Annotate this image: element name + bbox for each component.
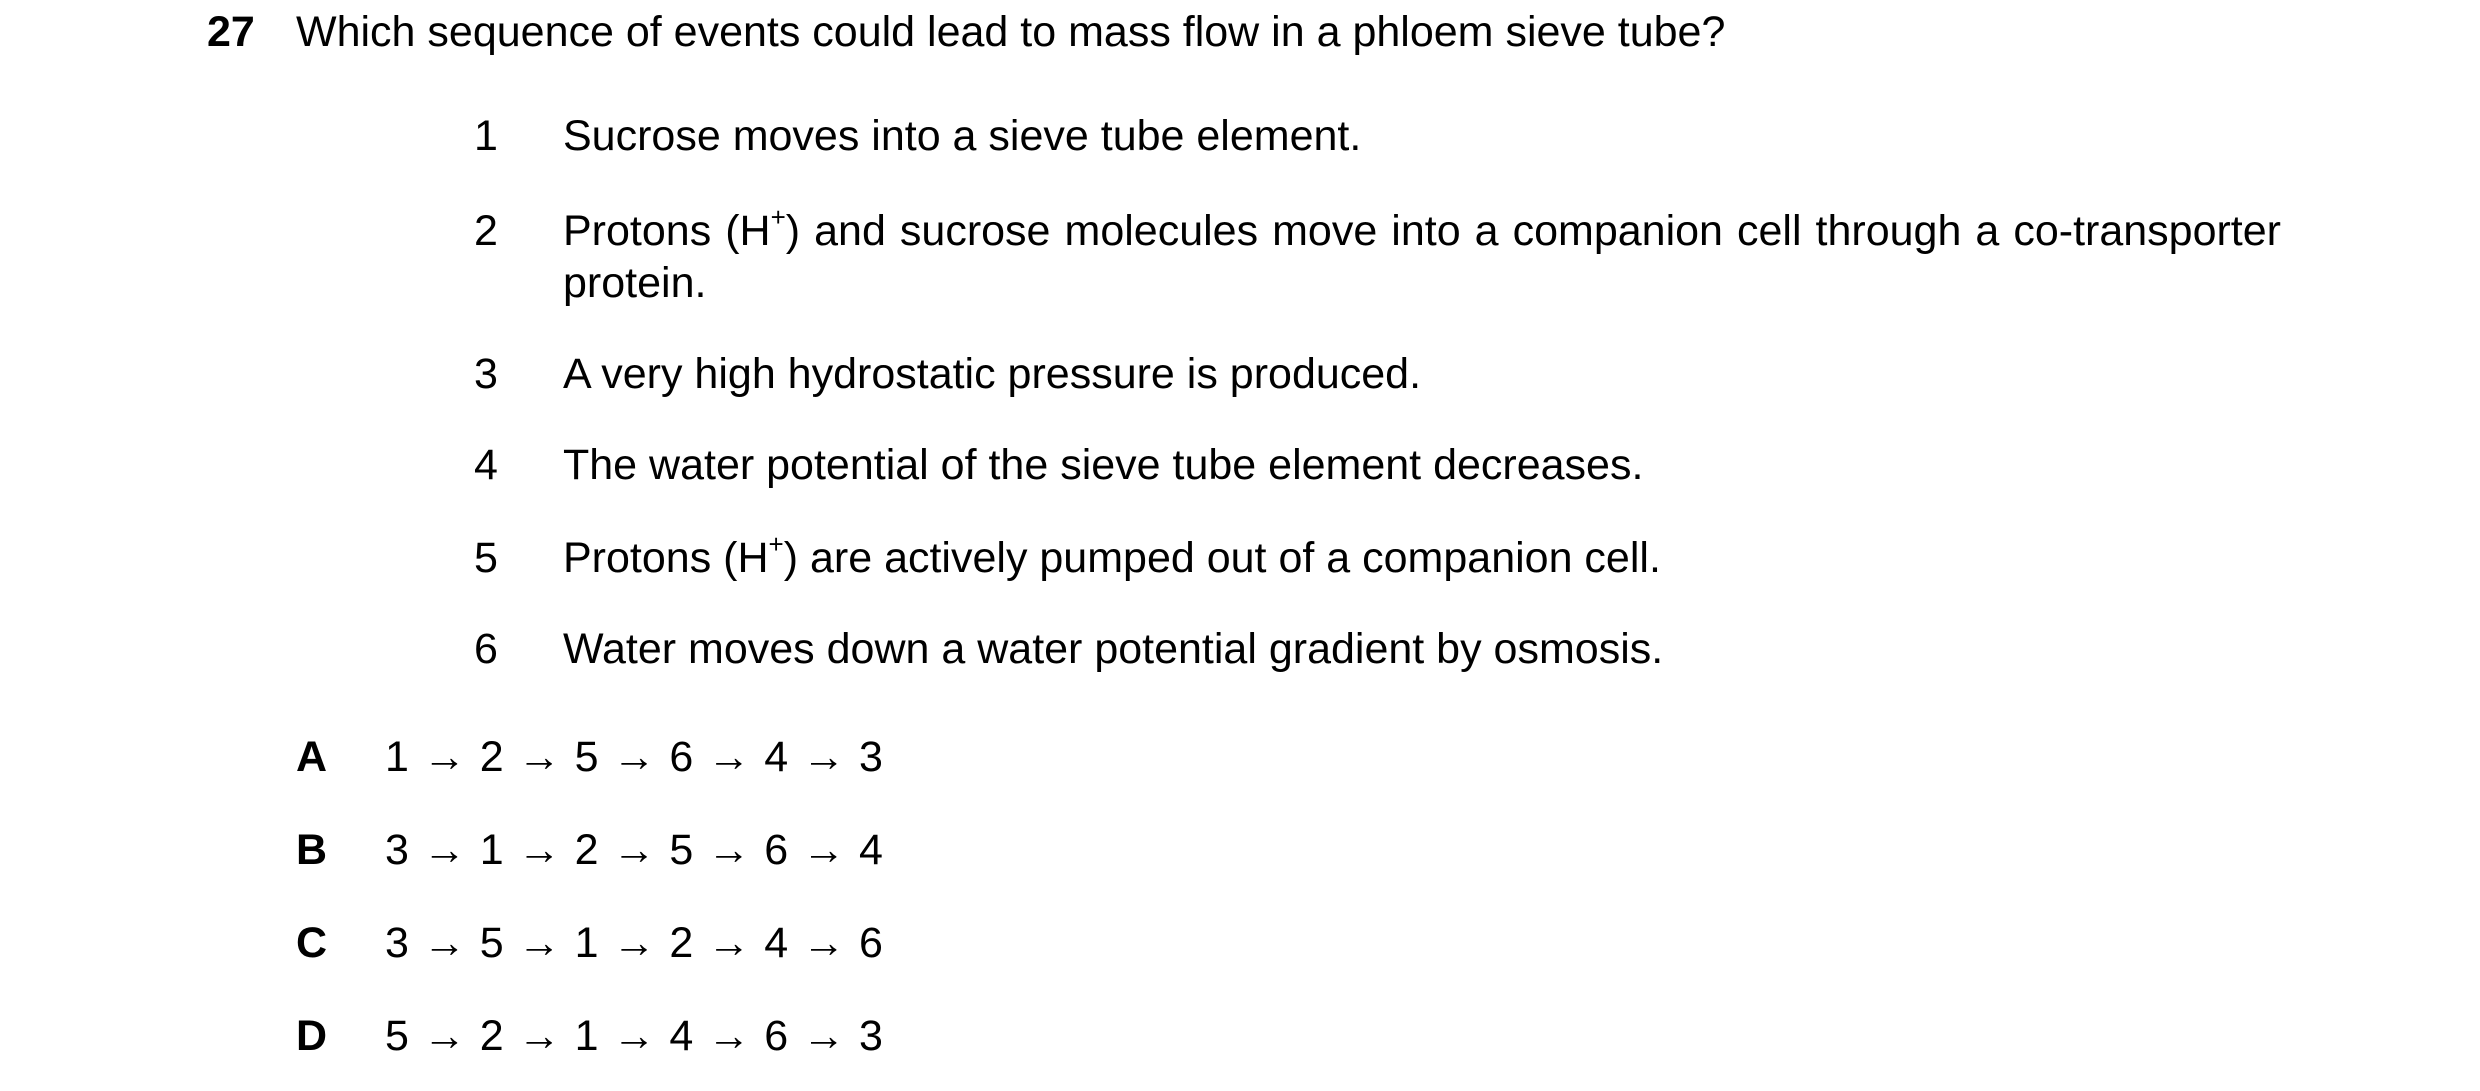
statement-text-4: The water potential of the sieve tube element decreases. [563,441,1644,489]
statement-number-5: 5 [474,534,498,582]
statement-2-post: ) and sucrose molecules move into a companion cell through a co-transporter protein. [563,207,2281,307]
statement-text-5 [563,528,1661,584]
question-stem: Which sequence of events could lead to mass flow in a phloem sieve tube? [296,8,1726,56]
option-letter-a[interactable]: A [296,733,328,781]
statement-number-2: 2 [474,207,498,255]
statement-number-1: 1 [474,112,498,160]
statement-number-4: 4 [474,441,498,489]
question-number: 27 [207,8,255,56]
option-sequence-d[interactable]: 5 → 2 → 1 → 4 → 6 → 3 [385,1012,883,1060]
option-sequence-a[interactable]: 1 → 2 → 5 → 6 → 4 → 3 [385,733,883,781]
statement-text-6: Water moves down a water potential gradient by osmosis. [563,625,1664,673]
option-sequence-b[interactable]: 3 → 1 → 2 → 5 → 6 → 4 [385,826,883,874]
option-letter-b[interactable]: B [296,826,328,874]
statement-number-3: 3 [474,350,498,398]
option-sequence-c[interactable]: 3 → 5 → 1 → 2 → 4 → 6 [385,919,883,967]
option-letter-c[interactable]: C [296,919,328,967]
statement-number-6: 6 [474,625,498,673]
option-letter-d[interactable]: D [296,1012,328,1060]
statement-text-2 [563,201,2281,309]
statement-5-superscript: + [768,528,784,559]
statement-2-superscript: + [770,201,786,232]
statement-5-post: ) are actively pumped out of a companion cell. [783,534,1661,582]
statement-2-pre: Protons (H [563,207,771,255]
statement-text-1: Sucrose moves into a sieve tube element. [563,112,1362,160]
statement-5-pre: Protons (H [563,534,769,582]
statement-text-3: A very high hydrostatic pressure is produced. [563,350,1422,398]
